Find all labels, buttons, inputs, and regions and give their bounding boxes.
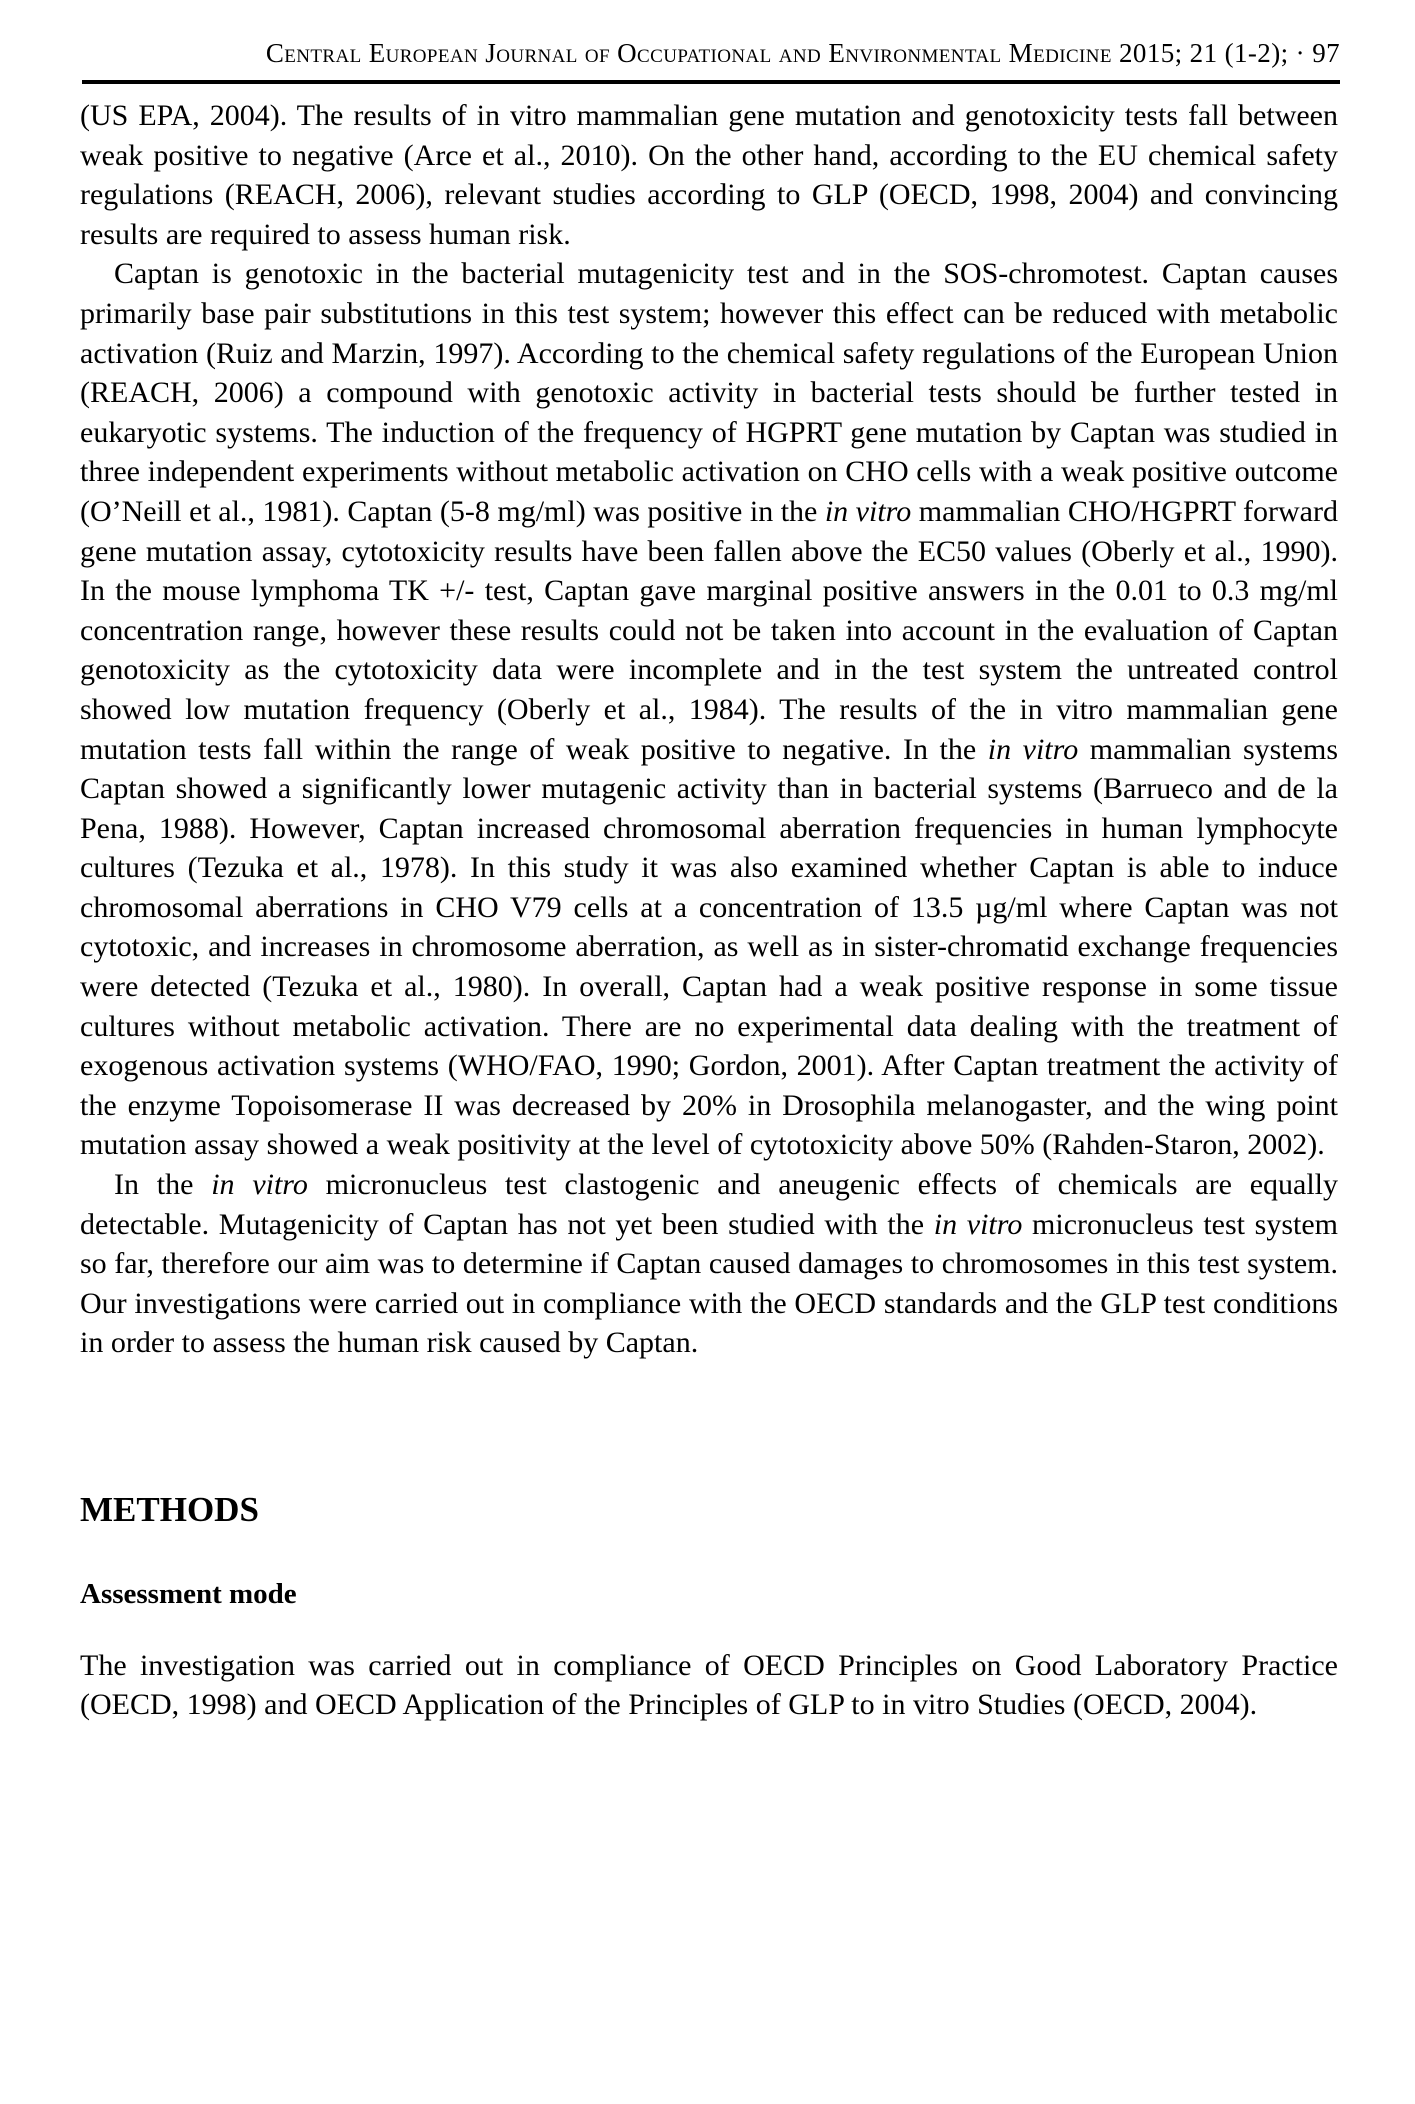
paragraph xyxy=(80,96,1338,254)
running-header xyxy=(80,38,1340,69)
text-segment: In the xyxy=(114,1168,212,1202)
text-segment: mammalian systems Captan showed a significantly lower mutagenic activity than in bacterial systems (Barrueco and de la Pena, 1988). However, Captan increased chromosomal aberration frequencies in human lymphocyte cultures (Tezuka et al., 1978). In this study it was also examined whether Captan is able to induce chromosomal aberrations in CHO V79 cells at a concentration of 13.5 µg/ml where Captan was not cytotoxic, and increases in chromosome aberration, as well as in sister-chromatid exchange frequencies were detected (Tezuka et al., 1980). In overall, Captan had a weak positive response in some tissue cultures without metabolic activation. There are no experimental data dealing with the treatment of exogenous activation systems (WHO/FAO, 1990; Gordon, 2001). After Captan treatment the activity of the enzyme Topoisomerase II was decreased by 20% in Drosophila melanogaster, and the wing point mutation assay showed a weak positivity at the level of cytotoxicity above 50% (Rahden-Staron, 2002). xyxy=(80,732,1338,1162)
methods-paragraphs xyxy=(80,1646,1338,1725)
article-body xyxy=(80,96,1338,1725)
text-segment: micronucleus test system so far, therefore our aim was to determine if Captan caused damages to chromosomes in this test system. Our investigations were carried out in compliance with the OECD standards and the GLP test conditions in order to assess the human risk caused by Captan. xyxy=(80,1207,1338,1360)
italic-text-segment: in vitro xyxy=(211,1168,308,1202)
assessment-mode-subheading: Assessment mode xyxy=(80,1578,297,1610)
paragraph xyxy=(80,1646,1338,1725)
italic-text-segment: in vitro xyxy=(824,494,912,528)
text-segment: micronucleus test clastogenic and aneugenic effects of chemicals are equally detectable. Mutagenicity of Captan has not yet been studied with the xyxy=(80,1168,1339,1241)
text-segment: Captan is genotoxic in the bacterial mutagenicity test and in the SOS-chromotest. Captan causes primarily base pair substitutions in this test system; however this effect can be reduced with metabolic activation (Ruiz and Marzin, 1997). According to the chemical safety regulations of the European Union (REACH, 2006) a compound with genotoxic activity in bacterial tests should be further tested in eukaryotic systems. The induction of the frequency of HGPRT gene mutation by Captan was studied in three independent experiments without metabolic activation on CHO cells with a weak positive outcome (O’Neill et al., 1981). Captan (5-8 mg/ml) was positive in the xyxy=(80,257,1338,528)
header-rule xyxy=(82,80,1340,84)
text-segment: mammalian CHO/HGPRT forward gene mutation assay, cytotoxicity results have been fallen above the EC50 values (Oberly et al., 1990). In the mouse lymphoma TK +/- test, Captan gave marginal positive answers in the 0.01 to 0.3 mg/ml concentration range, however these results could not be taken into account in the evaluation of Captan genotoxicity as the cytotoxicity data were incomplete and in the test system the untreated control showed low mutation frequency (Oberly et al., 1984). The results of the in vitro mammalian gene mutation tests fall within the range of weak positive to negative. In the xyxy=(80,494,1338,766)
journal-citation: Central European Journal of Occupational and Environmental Medicine 2015; 21 (1-2); · 97 xyxy=(265,38,1340,68)
paragraph xyxy=(80,1165,1338,1363)
italic-text-segment: in vitro xyxy=(987,732,1079,766)
intro-paragraphs xyxy=(80,96,1338,1363)
text-segment: (US EPA, 2004). The results of in vitro mammalian gene mutation and genotoxicity tests fall between weak positive to negative (Arce et al., 2010). On the other hand, according to the EU chemical safety regulations (REACH, 2006), relevant studies according to GLP (OECD, 1998, 2004) and convincing results are required to assess human risk. xyxy=(80,99,1338,251)
paragraph xyxy=(80,254,1338,1165)
text-segment: The investigation was carried out in compliance of OECD Principles on Good Laboratory Practice (OECD, 1998) and OECD Application of the Principles of GLP to in vitro Studies (OECD, 2004). xyxy=(80,1648,1338,1722)
methods-heading: METHODS xyxy=(80,1490,259,1529)
italic-text-segment: in vitro xyxy=(933,1207,1023,1241)
